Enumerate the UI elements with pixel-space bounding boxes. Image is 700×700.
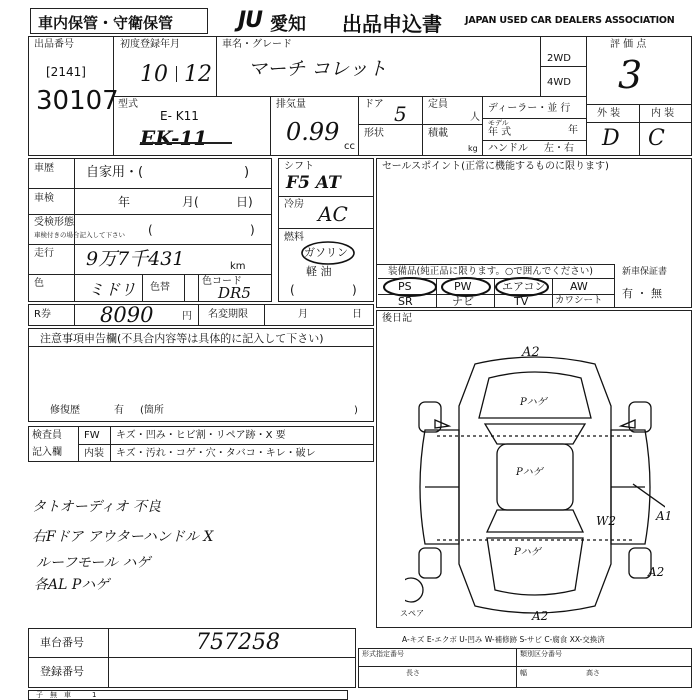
history-value: 自家用・( <box>86 165 144 180</box>
inspector-row1-tag: FW <box>84 430 100 441</box>
lot-small-number: [2141] <box>46 65 86 79</box>
equip-aw: AW <box>570 280 588 293</box>
year-unit: 年 <box>568 125 578 136</box>
diagram-mark-a2-side: A2 <box>648 565 665 579</box>
acceptance-paren-close: ) <box>250 223 255 237</box>
handle-label: ハンドル <box>488 143 528 154</box>
first-registration-label: 初度登録年月 <box>120 39 180 50</box>
model-type-printed: E- K11 <box>160 109 199 123</box>
footer-cell-3: 車 <box>64 691 71 699</box>
ac-label: 冷房 <box>284 199 304 210</box>
exterior-label: 外 装 <box>597 108 621 119</box>
inspection-label: 車検 <box>34 193 54 204</box>
diagram-mark-w2: W2 <box>596 514 616 528</box>
warranty-label: 新車保証書 <box>622 267 668 277</box>
doors-label: ドア <box>364 99 384 110</box>
diagram-mark-hood: Pハゲ <box>520 397 547 408</box>
dealer-label: ディーラー・並 行 <box>488 103 571 114</box>
dim-height: 高さ <box>586 669 600 677</box>
history-label: 車歴 <box>34 163 54 174</box>
equip-sr: SR <box>398 295 413 308</box>
fuel-diesel: 軽 油 <box>306 265 332 278</box>
handwritten-note-4: 各AL Pハゲ <box>34 577 110 593</box>
after-label: 後日記 <box>382 313 412 324</box>
equip-pw: PW <box>454 280 472 293</box>
color-label: 色 <box>34 278 44 289</box>
footer-cell-4: 1 <box>92 691 97 699</box>
spare-label: スペア <box>400 609 424 618</box>
displacement-unit: cc <box>344 141 355 152</box>
grade-value: 3 <box>618 53 643 97</box>
shift-label: シフト <box>284 161 314 172</box>
name-change-day: 日 <box>352 309 362 320</box>
model-grade-value: マーチ コレット <box>248 58 387 80</box>
inspector-label-1: 検査員 <box>32 430 62 441</box>
damage-legend: A-キズ E-エクボ U-凹み W-補修跡 S-サビ C-腐食 XX-交換済 <box>402 635 605 644</box>
mileage-label: 走行 <box>34 248 54 259</box>
inspector-row1-text: キズ・凹み・ヒビ割・リペア跡・X 要 <box>116 430 286 441</box>
repair-history-close: ) <box>354 405 358 416</box>
handwritten-note-3: ルーフモール ハゲ <box>36 555 151 571</box>
fuel-circle-mark <box>298 238 358 268</box>
doors-value: 5 <box>394 102 407 126</box>
class-spec-label: 類別区分番号 <box>520 650 562 658</box>
registration-label: 登録番号 <box>40 665 84 678</box>
fuel-label: 燃料 <box>284 232 304 243</box>
fuel-gasoline: ガソリン <box>304 246 348 259</box>
recycle-value: 8090 <box>100 303 154 327</box>
footer-cell-1: 子 <box>36 691 43 699</box>
drive-4wd: 4WD <box>547 77 571 88</box>
mileage-value: 9万7千431 <box>86 248 185 270</box>
form-title: 出品申込書 <box>342 12 442 36</box>
recycle-unit: 円 <box>182 311 192 322</box>
repair-history-value: 有 <box>114 405 124 416</box>
storage-badge: 車内保管・守衛保管 <box>38 14 174 32</box>
footer-cell-2: 無 <box>50 691 57 699</box>
car-diagram <box>405 344 665 624</box>
ju-logo: JU <box>238 8 263 33</box>
first-registration-year: 10 <box>140 62 168 87</box>
interior-label: 内 装 <box>651 108 675 119</box>
equip-navi: ナビ <box>452 295 474 308</box>
color-swap-label: 色替 <box>150 282 170 293</box>
displacement-label: 排気量 <box>276 99 306 110</box>
recycle-label: R券 <box>34 309 51 320</box>
diagram-mark-roof: Pハゲ <box>516 467 543 478</box>
history-close: ) <box>244 165 250 180</box>
capacity-label: 定員 <box>428 99 448 110</box>
model-grade-label: 車名・グレード <box>222 39 292 50</box>
acceptance-paren-open: ( <box>148 223 153 237</box>
equip-leather-seat: カワシート <box>555 295 603 306</box>
equipment-label: 装備品(純正品に限ります。○で囲んでください) <box>388 266 593 277</box>
inspection-day: 日) <box>236 195 253 209</box>
drive-2wd: 2WD <box>547 53 571 64</box>
load-unit: kg <box>468 144 478 153</box>
inspector-row2-text: キズ・汚れ・コゲ・穴・タバコ・キレ・破レ <box>116 448 316 459</box>
interior-value: C <box>648 126 665 151</box>
color-code-label: 色コード <box>202 276 242 287</box>
handwritten-note-1: タトオーディオ 不良 <box>32 499 161 515</box>
handwritten-note-2: 右Fドア アウターハンドル X <box>32 529 214 545</box>
first-registration-month: 12 <box>184 62 212 87</box>
displacement-value: 0.99 <box>286 118 340 146</box>
acceptance-note: 車検付きの場合記入して下さい <box>34 231 125 239</box>
chassis-label: 車台番号 <box>40 636 84 649</box>
model-year-label: モデル <box>488 119 509 127</box>
diagram-mark-top: A2 <box>522 345 540 360</box>
ac-value: AC <box>318 202 348 226</box>
shift-value: F5 AT <box>286 173 341 193</box>
dim-length: 長さ <box>406 669 420 677</box>
lot-number: 30107 <box>36 86 119 116</box>
dim-width: 幅 <box>520 669 527 677</box>
sales-point-label: セールスポイント(正常に機能するものに限ります) <box>382 161 609 172</box>
mileage-unit: km <box>230 261 246 272</box>
model-year-label-2: 年 式 <box>488 127 512 138</box>
association-name: JAPAN USED CAR DEALERS ASSOCIATION <box>465 15 675 26</box>
warranty-options: 有 ・ 無 <box>622 287 662 300</box>
acceptance-label: 受検形態 <box>34 217 74 228</box>
fuel-paren-close: ) <box>352 283 357 297</box>
diagram-mark-a1: A1 <box>656 509 673 523</box>
equip-ps: PS <box>398 280 412 293</box>
notes-label: 注意事項申告欄(不具合内容等は具体的に記入して下さい) <box>40 332 324 345</box>
grade-label: 評 価 点 <box>610 39 647 50</box>
name-change-label: 名変期限 <box>208 309 248 320</box>
equip-tv: TV <box>514 295 529 308</box>
footer-strip <box>28 690 348 700</box>
inspector-label-2: 記入欄 <box>32 447 62 458</box>
shape-label: 形状 <box>364 128 384 139</box>
model-type-handwritten: EK-11 <box>140 126 208 150</box>
name-change-month: 月 <box>298 309 308 320</box>
repair-history-location: (箇所 <box>140 405 164 416</box>
diagram-mark-trunk: Pハゲ <box>514 547 541 558</box>
load-label: 積載 <box>428 128 448 139</box>
exterior-value: D <box>602 126 620 151</box>
lot-number-label: 出品番号 <box>34 39 74 50</box>
inspection-month: 月( <box>182 195 199 209</box>
inspection-year: 年 <box>118 195 131 209</box>
diagram-mark-a2-bottom: A2 <box>532 609 549 623</box>
fuel-paren-open: ( <box>290 283 295 297</box>
color-value: ミドリ <box>88 280 137 299</box>
handle-options: 左・右 <box>544 143 574 154</box>
recycle-block <box>28 304 374 326</box>
shape-spec-label: 形式指定番号 <box>362 650 404 658</box>
inspector-row2-tag: 内装 <box>84 448 104 459</box>
brand-name: 愛知 <box>270 14 306 35</box>
equip-ac: エアコン <box>502 280 546 293</box>
capacity-unit: 人 <box>470 112 480 123</box>
color-code-value: DR5 <box>218 284 251 302</box>
repair-history-label: 修復歴 <box>50 405 80 416</box>
chassis-value: 757258 <box>196 630 280 655</box>
equip-circles <box>380 276 560 300</box>
model-type-label: 型式 <box>118 99 138 110</box>
